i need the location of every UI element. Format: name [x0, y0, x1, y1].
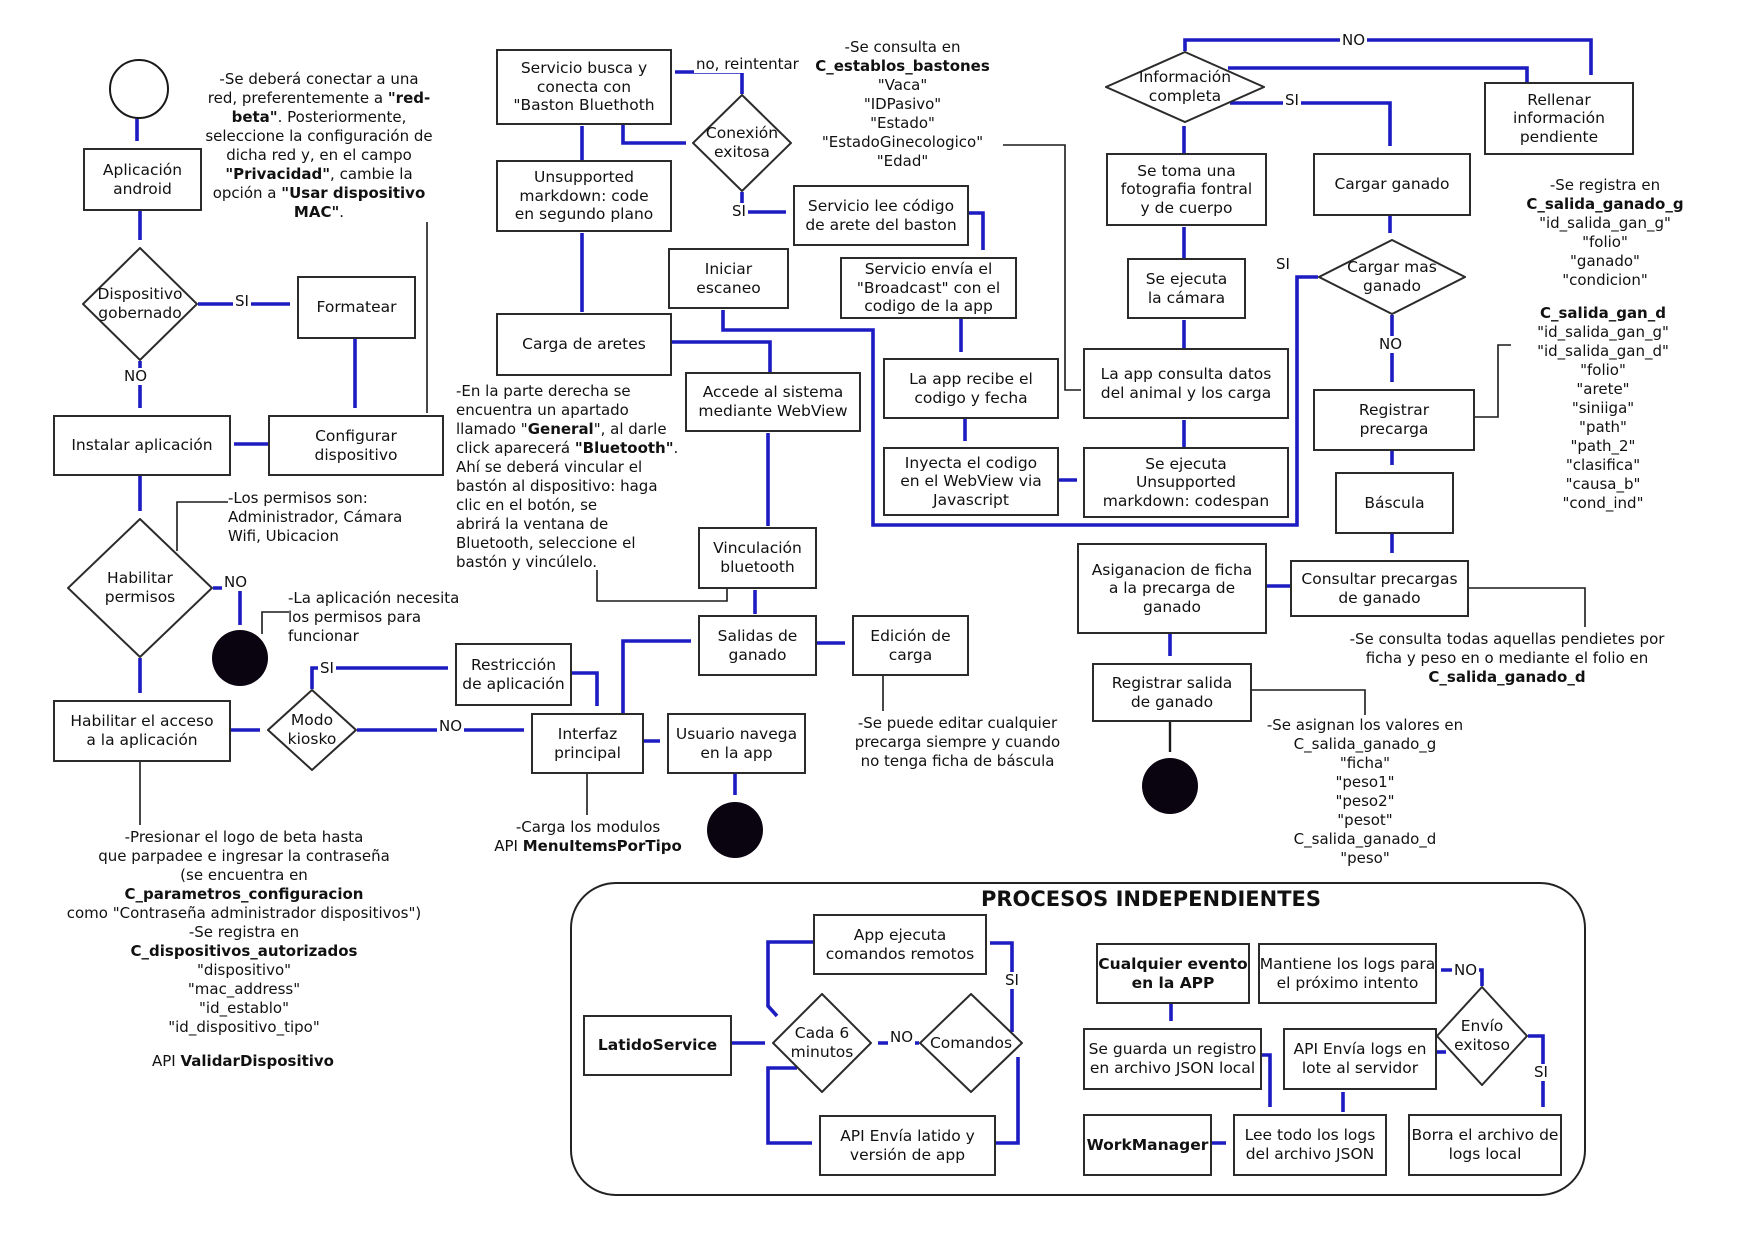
app-ejecuta	[813, 914, 987, 975]
registrar-precarga	[1313, 389, 1475, 451]
ann-establos: -Se consulta en C_establos_bastones "Vaca" "IDPasivo" "Estado" "EstadoGinecologico" "Edad"	[815, 38, 990, 171]
bascula-label: Báscula	[1364, 493, 1425, 512]
edge-label-no-reintentar: no, reintentar	[696, 55, 799, 73]
end-dot-salida	[1142, 758, 1198, 814]
edge-label-no-cargar-mas: NO	[1379, 335, 1403, 353]
edge-label-si-conexion: SI	[732, 202, 746, 220]
api-envia-latido-label: API Envía latido y versión de app	[840, 1126, 975, 1164]
comandos	[919, 993, 1023, 1093]
edge-label-si-kiosko: SI	[320, 659, 334, 677]
app-recibe-label: La app recibe el codigo y fecha	[909, 369, 1033, 407]
servicio-busca	[496, 49, 672, 125]
instalar-aplicacion-label: Instalar aplicación	[71, 436, 213, 455]
servicio-envia	[840, 257, 1017, 319]
lee-todo-logs	[1233, 1114, 1387, 1176]
configurar-dispositivo	[268, 415, 444, 476]
carga-aretes	[496, 313, 672, 376]
consultar-precargas	[1290, 560, 1469, 617]
ann-api-validar: API ValidarDispositivo	[152, 1052, 334, 1070]
api-envia-logs	[1283, 1028, 1437, 1090]
envio-exitoso	[1436, 986, 1528, 1086]
api-envia-latido	[819, 1115, 996, 1176]
restriccion-aplicacion	[455, 643, 572, 706]
edge-label-no-envio: NO	[1454, 961, 1478, 979]
salidas-ganado	[698, 615, 817, 676]
ann-salida-g: -Se registra en C_salida_ganado_g "id_salida_gan_g" "folio" "ganado" "condicion"	[1526, 176, 1684, 290]
start-circle	[109, 59, 169, 119]
app-consulta-label: La app consulta datos del animal y los carga	[1100, 364, 1272, 402]
envio-exitoso-label: Envío exitoso	[1454, 1017, 1510, 1054]
edge-label-si-cargar-mas: SI	[1276, 255, 1290, 273]
usuario-navega	[667, 713, 806, 774]
restriccion-aplicacion-label: Restricción de aplicación	[462, 655, 565, 693]
conexion-exitosa-label: Conexión exitosa	[705, 124, 779, 161]
comandos-label: Comandos	[929, 1033, 1013, 1052]
se-ejecuta-camara-label: Se ejecuta la cámara	[1145, 269, 1228, 307]
ann-red-beta: -Se deberá conectar a una red, preferentemente a "red- beta". Posteriormente, seleccione la configuración de dicha red y, en el campo "Privacidad", cambie la opción a "Usar dispositivo MAC".	[205, 70, 433, 222]
registrar-salida	[1092, 663, 1252, 722]
edge-label-no-permisos: NO	[224, 573, 248, 591]
cualquier-evento	[1096, 943, 1250, 1004]
vinculacion-bluetooth-label: Vinculación bluetooth	[713, 539, 802, 576]
vinculacion-bluetooth	[698, 527, 817, 589]
se-guarda-registro	[1083, 1028, 1262, 1090]
bascula	[1335, 472, 1454, 534]
configurar-dispositivo-label: Configurar dispositivo	[314, 426, 398, 464]
edge-label-no-comandos: NO	[890, 1028, 914, 1046]
dispositivo-gobernado-label: Dispositivo gobernado	[97, 285, 183, 322]
informacion-completa	[1105, 51, 1265, 123]
inyecta-codigo-label: Inyecta el codigo en el WebView via Javascript	[900, 453, 1042, 509]
borra-archivo-label: Borra el archivo de logs local	[1411, 1126, 1559, 1163]
aplicacion-android	[83, 148, 202, 211]
inyecta-codigo	[883, 447, 1059, 516]
app-consulta	[1083, 348, 1289, 419]
edge-label-no-kiosko: NO	[439, 717, 463, 735]
informacion-completa-label: Información completa	[1138, 68, 1232, 105]
instalar-aplicacion	[53, 415, 231, 476]
edge-label-no-informacion: NO	[1342, 31, 1366, 49]
cualquier-evento-label: Cualquier evento en la APP	[1098, 954, 1248, 992]
accede-webview-label: Accede al sistema mediante WebView	[698, 383, 848, 420]
procesos-independientes-title: PROCESOS INDEPENDIENTES	[980, 887, 1322, 911]
mantiene-logs	[1258, 943, 1437, 1004]
se-ejecuta-camara	[1127, 258, 1246, 319]
mantiene-logs-label: Mantiene los logs para el próximo intento	[1259, 954, 1436, 992]
cargar-mas-ganado-label: Cargar mas ganado	[1347, 258, 1437, 295]
carga-aretes-label: Carga de aretes	[522, 335, 646, 354]
workmanager-label: WorkManager	[1086, 1135, 1209, 1154]
app-recibe	[883, 358, 1059, 419]
ann-menuitems: -Carga los modulos API MenuItemsPorTipo	[494, 818, 682, 856]
edge-label-si-informacion: SI	[1285, 91, 1299, 109]
usuario-navega-label: Usuario navega en la app	[675, 724, 798, 762]
iniciar-escaneo	[668, 248, 789, 309]
rellenar-info	[1484, 82, 1634, 155]
cargar-mas-ganado	[1318, 239, 1466, 315]
latido-service	[583, 1015, 732, 1076]
se-ejecuta-codespan	[1083, 447, 1289, 518]
se-guarda-registro-label: Se guarda un registro en archivo JSON local	[1088, 1040, 1257, 1077]
ann-asignan-valores: -Se asignan los valores en C_salida_ganado_g "ficha" "peso1" "peso2" "pesot" C_salida_ganado_d "peso"	[1266, 716, 1464, 868]
cada-6-minutos-label: Cada 6 minutos	[790, 1024, 854, 1061]
cada-6-minutos	[772, 993, 872, 1093]
edge-label-si-formatear: SI	[235, 292, 249, 310]
unsupported-code-label: Unsupported markdown: code en segundo plano	[514, 168, 654, 224]
end-dot-navegacion	[707, 802, 763, 858]
conexion-exitosa	[692, 94, 792, 192]
salidas-ganado-label: Salidas de ganado	[717, 626, 798, 664]
formatear	[297, 276, 416, 339]
cargar-ganado	[1313, 153, 1471, 216]
registrar-precarga-label: Registrar precarga	[1358, 401, 1430, 438]
workmanager	[1083, 1114, 1212, 1176]
rellenar-info-label: Rellenar información pendiente	[1513, 90, 1605, 146]
interfaz-principal	[531, 713, 644, 774]
habilitar-permisos-label: Habilitar permisos	[104, 569, 176, 606]
registrar-salida-label: Registrar salida de ganado	[1111, 673, 1233, 711]
formatear-label: Formatear	[316, 298, 397, 317]
se-toma-foto	[1106, 153, 1267, 226]
latido-service-label: LatidoService	[597, 1036, 718, 1055]
ann-contrasena: -Presionar el logo de beta hasta que parpadee e ingresar la contraseña (se encuentra en C_parametros_configuracion como "Contraseña administrador dispositivos") -Se registra en C_dispositivos_autorizados "dispositivo" "mac_address" "id_establo" "id_dispositivo_tipo"	[66, 828, 422, 1037]
edicion-carga-label: Edición de carga	[870, 626, 951, 664]
aplicacion-android-label: Aplicación android	[102, 160, 183, 198]
edicion-carga	[852, 615, 969, 676]
ann-salida-d: C_salida_gan_d "id_salida_gan_g" "id_salida_gan_d" "folio" "arete" "siniiga" "path" "path_2" "clasifica" "causa_b" "cond_ind"	[1537, 304, 1669, 513]
ann-consulta-pendientes: -Se consulta todas aquellas pendietes por ficha y peso en o mediante el folio en C_salida_ganado_d	[1349, 630, 1665, 687]
iniciar-escaneo-label: Iniciar escaneo	[696, 259, 761, 297]
se-toma-foto-label: Se toma una fotografia fontral y de cuerpo	[1120, 161, 1253, 217]
asignacion-ficha	[1077, 543, 1267, 634]
unsupported-code	[496, 160, 672, 232]
interfaz-principal-label: Interfaz principal	[554, 724, 621, 762]
servicio-lee	[793, 185, 969, 246]
api-envia-logs-label: API Envía logs en lote al servidor	[1293, 1040, 1427, 1077]
habilitar-acceso	[53, 700, 231, 762]
ann-necesita-permisos: -La aplicación necesita los permisos para funcionar	[288, 589, 460, 646]
asignacion-ficha-label: Asiganacion de ficha a la precarga de ganado	[1091, 560, 1253, 616]
modo-kiosko-label: Modo kiosko	[287, 711, 337, 748]
borra-archivo	[1408, 1114, 1562, 1176]
ann-general-bluetooth: -En la parte derecha se encuentra un apartado llamado "General", al darle click aparecerá "Bluetooth". Ahí se deberá vincular el bastón al dispositivo: haga clic en el botón, se abrirá la ventana de Bluetooth, seleccione el bastón y vincúlelo.	[456, 382, 679, 572]
edge-label-si-envio: SI	[1534, 1063, 1548, 1081]
consultar-precargas-label: Consultar precargas de ganado	[1301, 569, 1458, 607]
habilitar-acceso-label: Habilitar el acceso a la aplicación	[70, 712, 214, 749]
cargar-ganado-label: Cargar ganado	[1334, 175, 1450, 194]
se-ejecuta-codespan-label: Se ejecuta Unsupported markdown: codespan	[1102, 454, 1270, 510]
ann-editar-precarga: -Se puede editar cualquier precarga siempre y cuando no tenga ficha de báscula	[854, 714, 1061, 771]
servicio-envia-label: Servicio envía el "Broadcast" con el codigo de la app	[856, 260, 1001, 316]
habilitar-permisos	[67, 518, 213, 658]
dispositivo-gobernado	[82, 247, 198, 361]
modo-kiosko	[267, 689, 357, 771]
end-dot-permisos	[212, 630, 268, 686]
ann-permisos: -Los permisos son: Administrador, Cámara Wifi, Ubicacion	[228, 489, 403, 546]
edge-label-si-comandos: SI	[1005, 971, 1019, 989]
servicio-busca-label: Servicio busca y conecta con "Baston Bluethoth	[513, 59, 655, 115]
edge-label-no-gobernado: NO	[124, 367, 148, 385]
app-ejecuta-label: App ejecuta comandos remotos	[825, 925, 975, 963]
accede-webview	[685, 372, 861, 432]
servicio-lee-label: Servicio lee código de arete del baston	[805, 196, 957, 234]
lee-todo-logs-label: Lee todo los logs del archivo JSON	[1244, 1126, 1376, 1163]
